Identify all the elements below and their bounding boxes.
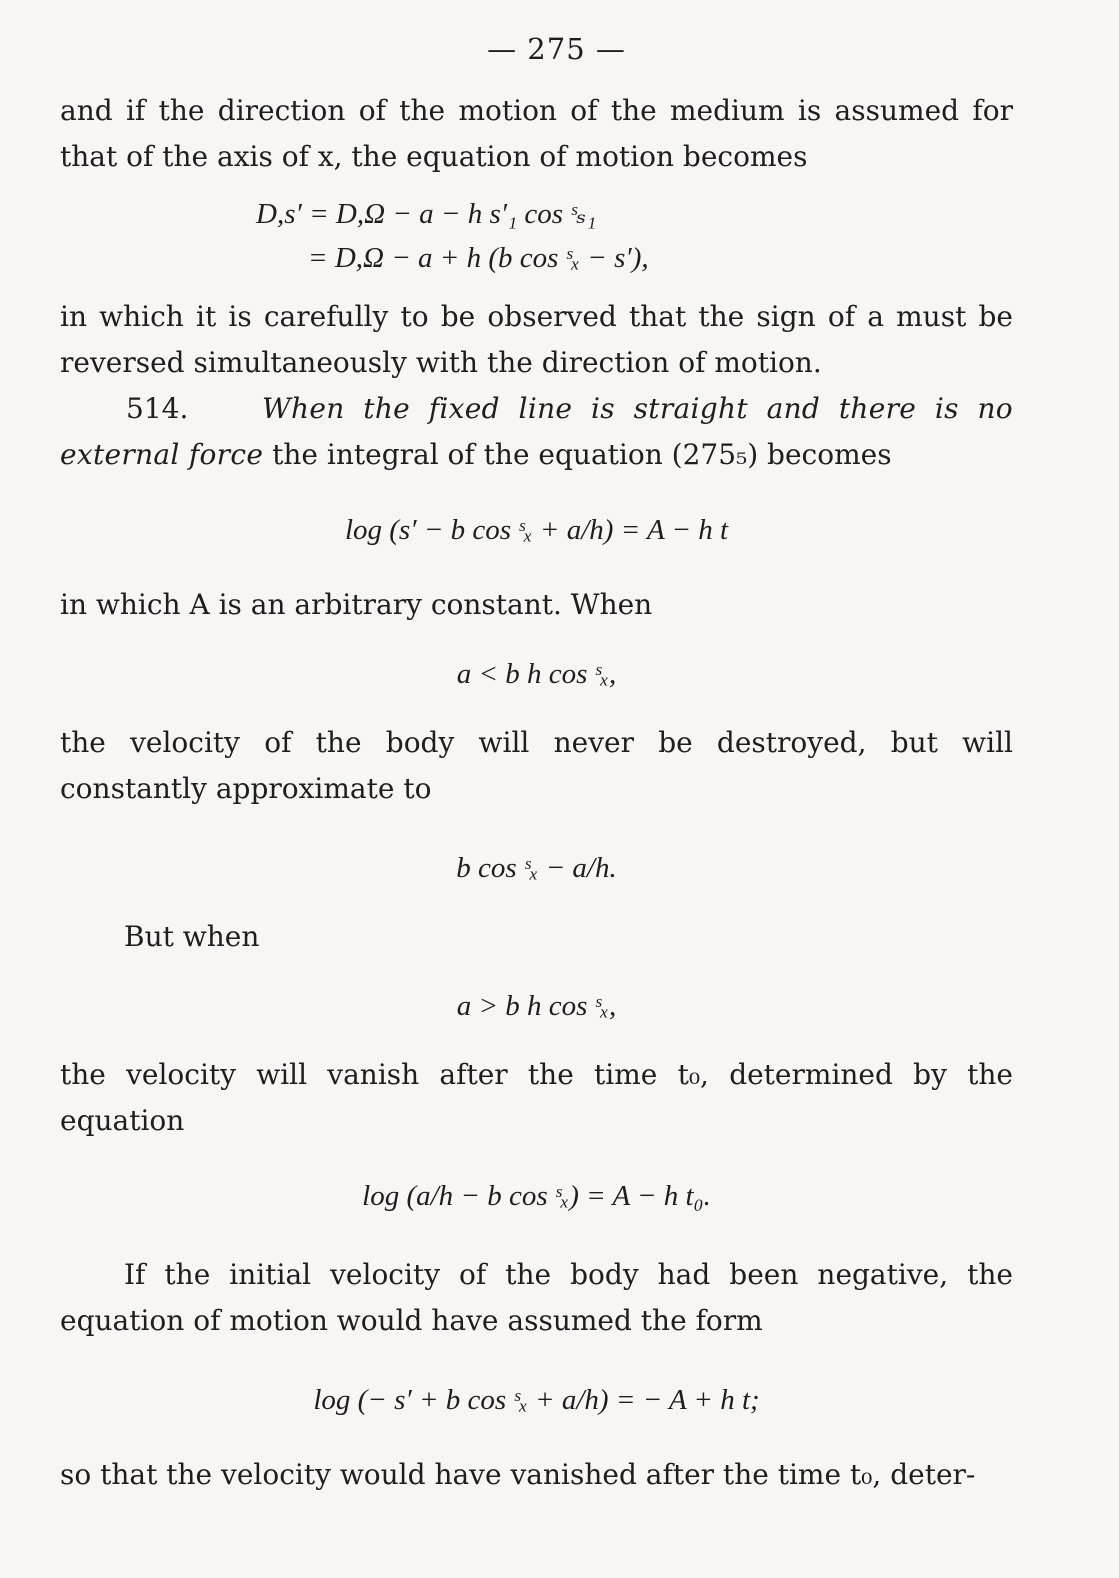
paragraph-negative-velocity: If the initial velocity of the body had been negative, the equation of motion would have assumed the form	[60, 1258, 1013, 1337]
equation-inequality-less: a < b h cos ˢₓ,	[456, 658, 617, 690]
paragraph-article-514	[60, 386, 1013, 478]
paragraph-velocity-vanish: the velocity will vanish after the time t₀, determined by the equation	[60, 1058, 1013, 1137]
paragraph-velocity-never-destroyed: the velocity of the body will never be destroyed, but will constantly approximate to	[60, 726, 1013, 805]
article-heading-italic: When the fixed line is straight and there is no external force	[60, 392, 1013, 471]
paragraph-medium-direction: and if the direction of the motion of the medium is assumed for that of the axis of x, the equation of motion becomes	[60, 94, 1013, 173]
equation-negative-form: log (− s′ + b cos ˢₓ + a/h) = − A + h t;	[313, 1384, 760, 1416]
equation-limit-velocity: b cos ˢₓ − a/h.	[456, 852, 617, 884]
equation-of-motion-block	[60, 192, 1013, 280]
paragraph-arbitrary-constant: in which A is an arbitrary constant. When	[60, 588, 653, 621]
equation-line-2: = D,Ω − a + h (b cos ˢₓ − s′),	[308, 242, 649, 274]
paragraph-sign-reversal: in which it is carefully to be observed that the sign of a must be reversed simultaneously with the direction of motion.	[60, 300, 1013, 379]
paragraph-but-when: But when	[124, 920, 260, 953]
article-number: 514.	[126, 392, 189, 425]
article-text: the integral of the equation (275₅) becomes	[272, 438, 892, 471]
equation-integral-log: log (s′ − b cos ˢₓ + a/h) = A − h t	[344, 514, 729, 546]
equation-inequality-greater: a > b h cos ˢₓ,	[456, 990, 617, 1022]
paragraph-vanished-after-time: so that the velocity would have vanished after the time t₀, deter-	[60, 1458, 976, 1491]
equation-line-1: D,s′ = D,Ω − a − h s′₁ cos ˢₛ₁	[256, 198, 597, 230]
page-number: — 275 —	[487, 32, 626, 66]
equation-vanish-time: log (a/h − b cos ˢₓ) = A − h t₀.	[362, 1180, 711, 1212]
